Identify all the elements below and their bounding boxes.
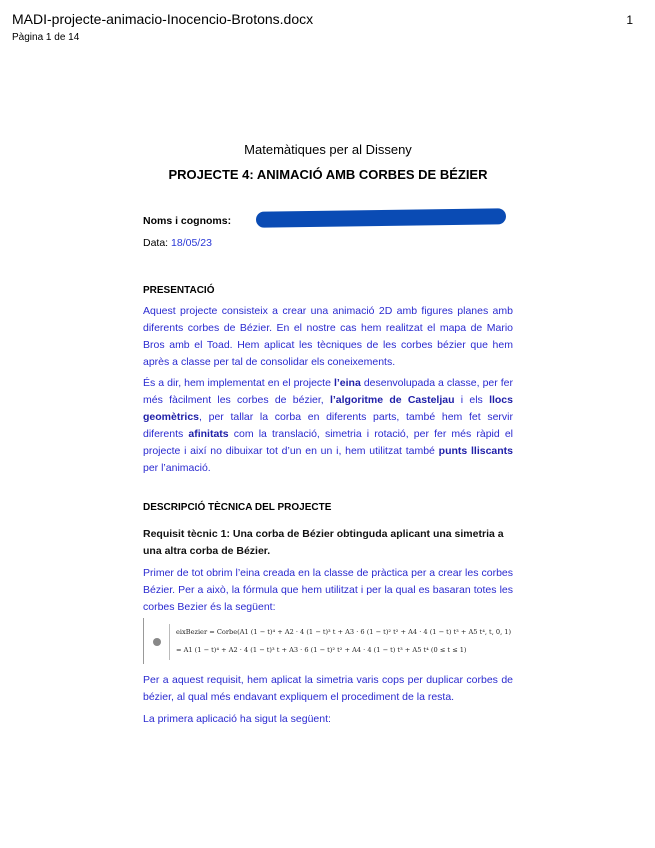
p2-bold-punts: punts lliscants xyxy=(438,444,514,457)
p2-bold-casteljau: l’algoritme de Casteljau xyxy=(329,393,455,406)
p2-text-e: i els xyxy=(454,393,490,406)
p2-bold-llocs: llocs geomètrics xyxy=(143,393,513,423)
point-dot-icon xyxy=(153,638,161,646)
p2-text-i: com la translació, simetria i rotació, per fer més ràpid el projecte i així no dibuixar tot d’un en un i, hem utilitzat també xyxy=(143,427,513,457)
paragraph-symmetry: Per a aquest requisit, hem aplicat la simetria varis cops per duplicar corbes de bézier, al qual més endavant expliquem el procediment de la resta. xyxy=(143,674,513,703)
section-heading-technical: DESCRIPCIÓ TÈCNICA DEL PROJECTE xyxy=(143,502,332,513)
p2-text-a: És a dir, hem implementat en el projecte xyxy=(143,377,334,389)
paragraph-tool: Primer de tot obrim l’eina creada en la classe de pràctica per a crear les corbes Bézier. Per a això, la fórmula que hem utilitzat i per la qual es basaran totes les corbes Bezier és la següent: xyxy=(143,567,513,613)
p2-text-g: , per tallar la corba en diferents parts, també hem fet servir diferents xyxy=(143,410,513,440)
formula-divider xyxy=(169,624,170,660)
formula-line-2: = A1 (1 − t)⁴ + A2 · 4 (1 − t)³ t + A3 · 6 (1 − t)² t² + A4 · 4 (1 − t) t³ + A5 t⁴ (0 ≤ t ≤ 1) xyxy=(176,646,467,654)
date-line xyxy=(143,237,212,249)
project-title: PROJECTE 4: ANIMACIÓ AMB CORBES DE BÉZIER xyxy=(168,167,488,182)
page-count: Pàgina 1 de 14 xyxy=(12,32,80,43)
subject-title: Matemàtiques per al Disseny xyxy=(244,142,412,157)
p2-text-c: desenvolupada a classe, per fer més fàcilment les corbes de bézier, xyxy=(143,377,514,406)
paragraph-first-application: La primera aplicació ha sigut la següent: xyxy=(143,713,331,725)
requirement-1: Requisit tècnic 1: Una corba de Bézier obtinguda aplicant una simetria a una altra corba de Bézier. xyxy=(143,528,504,557)
p2-text-k: per l’animació. xyxy=(143,461,211,474)
paragraph-implementation xyxy=(143,375,513,476)
document-filename: MADI-projecte-animacio-Inocencio-Brotons.docx xyxy=(12,11,314,27)
formula-image xyxy=(143,618,514,664)
p2-bold-eina: l’eina xyxy=(333,377,361,389)
names-label: Noms i cognoms: xyxy=(143,215,232,227)
paragraph-intro: Aquest projecte consisteix a crear una animació 2D amb figures planes amb diferents corbes de Bézier. En el nostre cas hem realitzat el mapa de Mario Bros amb el Toad. Hem aplicat les tècniques de les corbes bézier que hem après a classe per tal de consolidar els coneixements. xyxy=(143,305,513,368)
date-value: 18/05/23 xyxy=(171,237,212,249)
p2-bold-afinitats: afinitats xyxy=(188,427,229,440)
date-label: Data: xyxy=(143,237,169,249)
formula-line-1: eixBezier = Corbe(A1 (1 − t)⁴ + A2 · 4 (1 − t)³ t + A3 · 6 (1 − t)² t² + A4 · 4 (1 − t) t³ + A5 t⁴, t, 0, 1) xyxy=(176,628,512,636)
section-heading-presentation: PRESENTACIÓ xyxy=(143,285,215,296)
redaction-mark xyxy=(256,208,506,227)
page-number: 1 xyxy=(626,13,633,27)
